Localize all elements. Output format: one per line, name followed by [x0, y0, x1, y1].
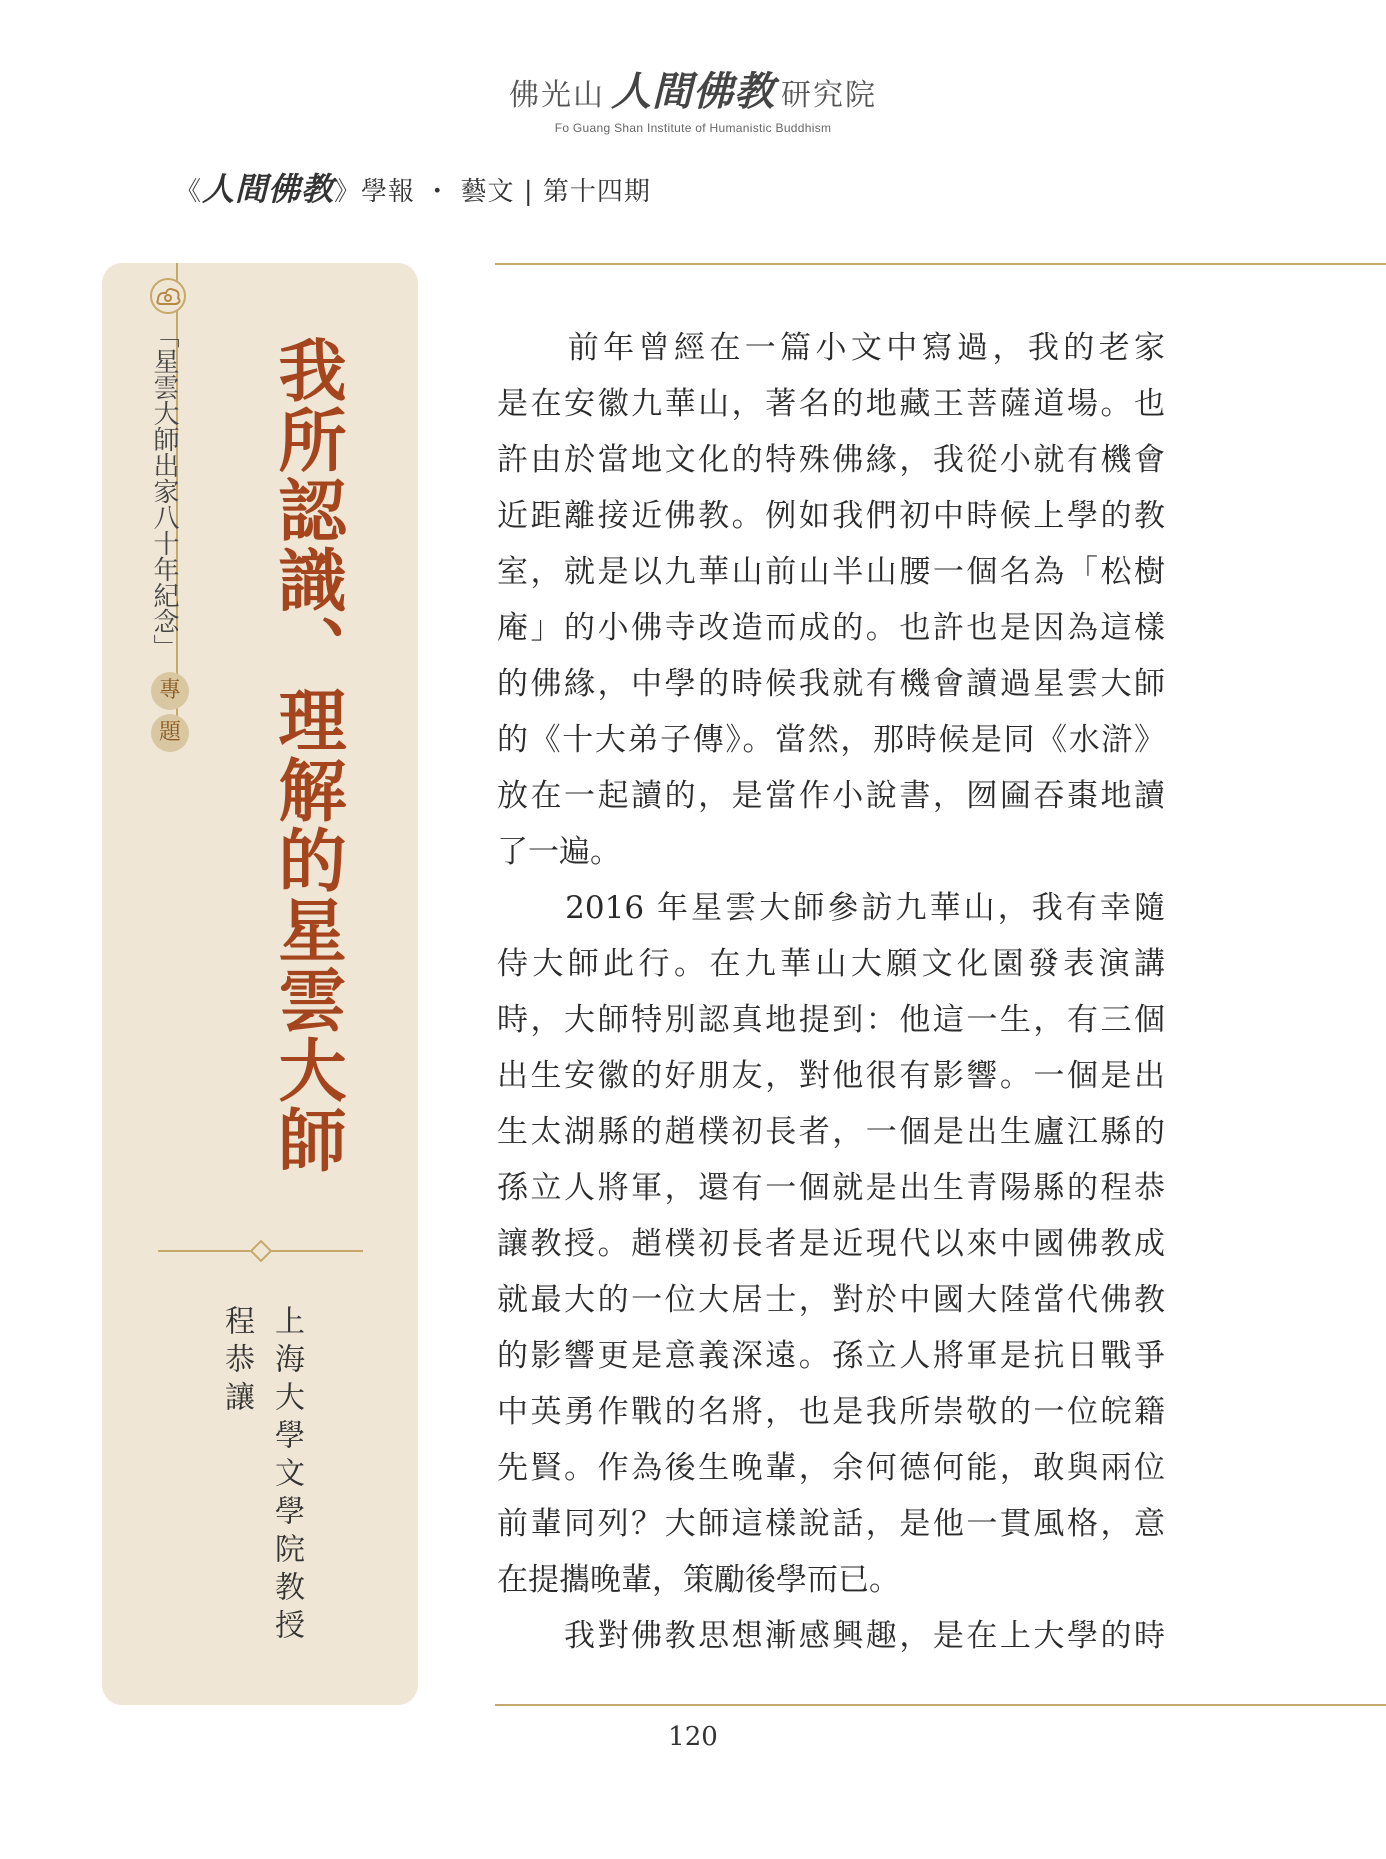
institute-english-name: Fo Guang Shan Institute of Humanistic Buddhism [554, 121, 832, 135]
page-number: 120 [668, 1722, 718, 1752]
cloud-ornament-icon [148, 276, 188, 316]
journal-running-head [175, 164, 651, 210]
body-line: 的影響更是意義深遠。孫立人將軍是抗日戰爭 [497, 1338, 1165, 1374]
article-body [497, 320, 1165, 1664]
journal-brand: 人間佛教 [202, 170, 335, 208]
institute-header [0, 60, 1386, 135]
journal-section-issue: 》學報 ・ 藝文 | 第十四期 [334, 177, 651, 207]
body-line: 前年曾經在一篇小文中寫過，我的老家 [497, 330, 1165, 366]
bottom-rule [495, 1704, 1386, 1706]
body-line: 放在一起讀的，是當作小說書，囫圇吞棗地讀 [497, 778, 1165, 814]
body-line: 許由於當地文化的特殊佛緣，我從小就有機會 [497, 442, 1165, 478]
author-affiliation: 上海大學文學院教授 [269, 1305, 304, 1647]
body-line: 2016 年星雲大師參訪九華山，我有幸隨 [497, 890, 1165, 926]
body-line: 了一遍。 [497, 834, 621, 870]
body-line: 孫立人將軍，還有一個就是出生青陽縣的程恭 [497, 1170, 1165, 1206]
body-line: 近距離接近佛教。例如我們初中時候上學的教 [497, 498, 1165, 534]
body-line: 室，就是以九華山前山半山腰一個名為「松樹 [497, 554, 1165, 590]
institute-name-right: 研究院 [781, 78, 877, 113]
series-label: 「星雲大師出家八十年紀念」 [149, 322, 179, 660]
body-line: 時，大師特別認真地提到：他這一生，有三個 [497, 1002, 1165, 1038]
body-line: 生太湖縣的趙樸初長者，一個是出生廬江縣的 [497, 1114, 1165, 1150]
body-line: 讓教授。趙樸初長者是近現代以來中國佛教成 [497, 1226, 1165, 1262]
institute-brand-logo: 人間佛教 [611, 68, 775, 115]
body-line: 庵」的小佛寺改造而成的。也許也是因為這樣 [497, 610, 1165, 646]
body-line: 前輩同列？大師這樣說話，是他一貫風格，意 [497, 1506, 1165, 1542]
body-line: 先賢。作為後生晚輩，余何德何能，敢與兩位 [497, 1450, 1165, 1486]
badge-topic-2: 題 [151, 714, 189, 752]
top-rule [495, 263, 1386, 265]
body-line: 我對佛教思想漸感興趣，是在上大學的時 [497, 1618, 1165, 1654]
body-line: 中英勇作戰的名將，也是我所崇敬的一位皖籍 [497, 1394, 1165, 1430]
institute-name [0, 60, 1386, 117]
body-line: 的《十大弟子傳》。當然，那時候是同《水滸》 [497, 722, 1165, 758]
body-line: 的佛緣，中學的時候我就有機會讀過星雲大師 [497, 666, 1165, 702]
body-line: 就最大的一位大居士，對於中國大陸當代佛教 [497, 1282, 1165, 1318]
article-title: 我所認識、理解的星雲大師 [267, 335, 347, 1175]
journal-open-bracket: 《 [175, 177, 203, 207]
body-line: 出生安徽的好朋友，對他很有影響。一個是出 [497, 1058, 1165, 1094]
body-line: 侍大師此行。在九華山大願文化園發表演講 [497, 946, 1165, 982]
institute-name-left: 佛光山 [509, 78, 605, 113]
badge-topic-1: 專 [151, 672, 189, 710]
author-name: 程恭讓 [219, 1305, 254, 1419]
body-line: 是在安徽九華山，著名的地藏王菩薩道場。也 [497, 386, 1165, 422]
body-line: 在提攜晚輩，策勵後學而已。 [497, 1562, 900, 1598]
